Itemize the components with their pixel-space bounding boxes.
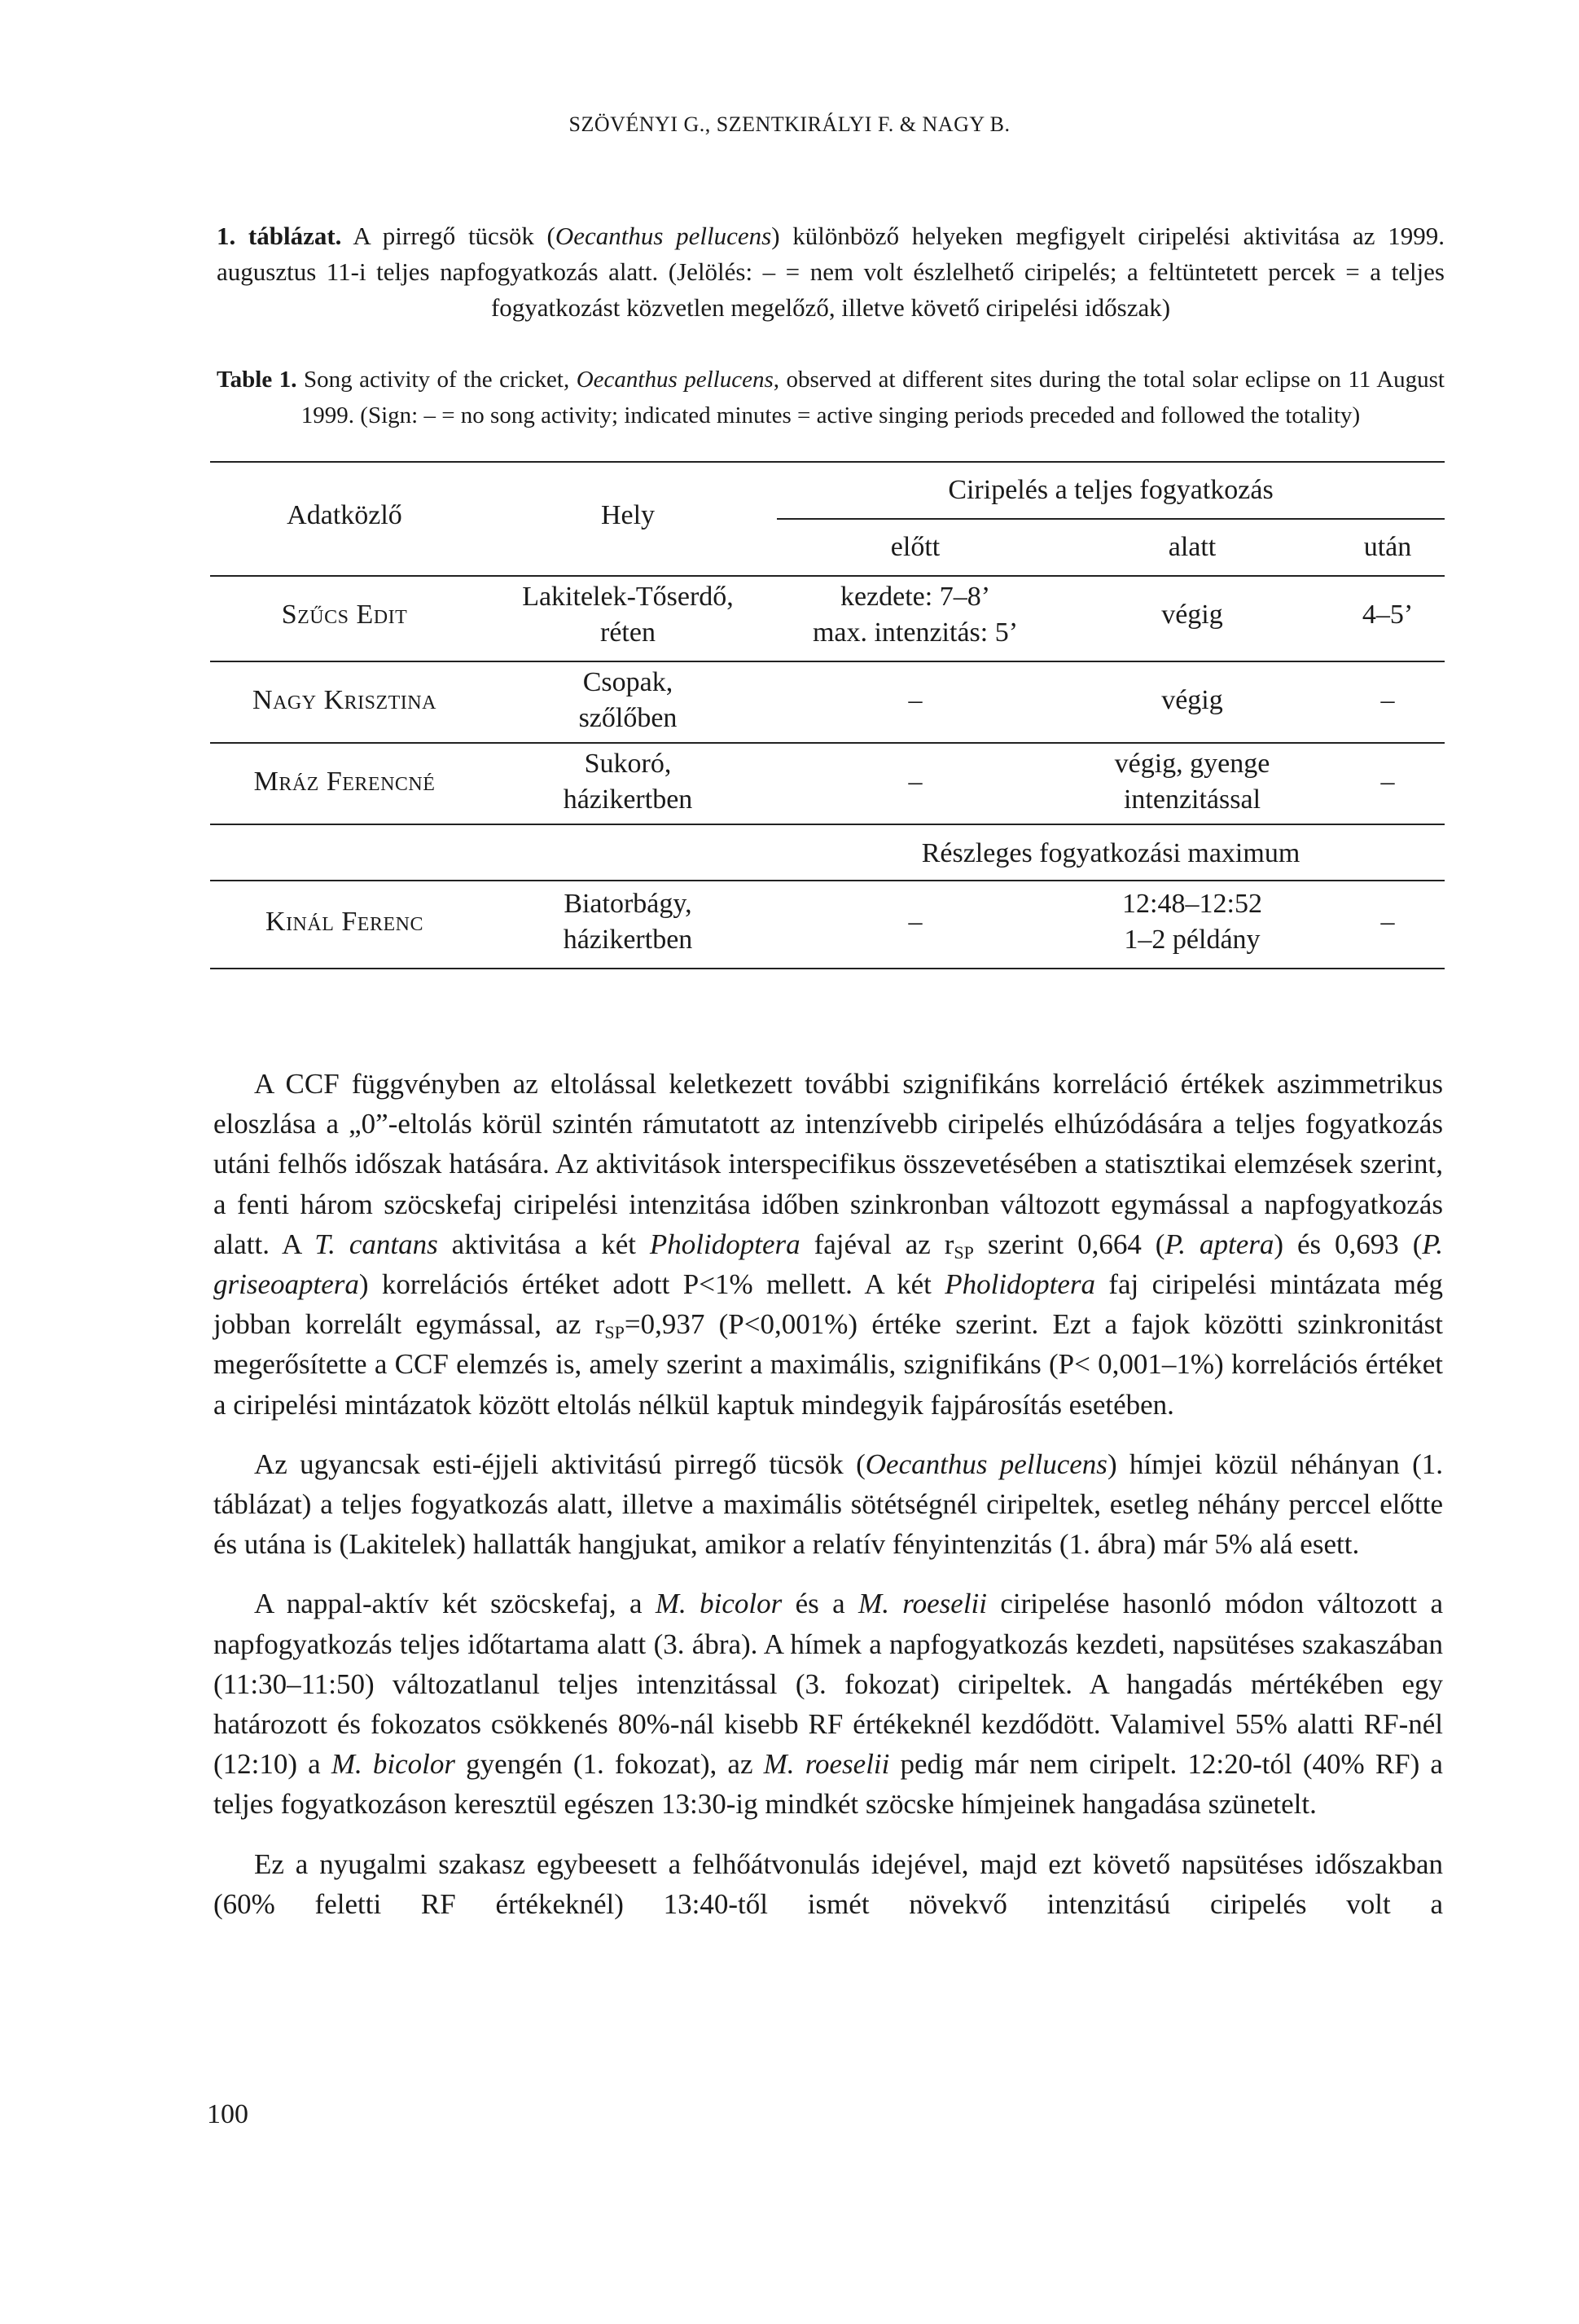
- row-place-line1: Lakitelek-Tőserdő,: [522, 582, 734, 612]
- table-top-rule: [210, 461, 1445, 463]
- row-during: végig: [1161, 600, 1223, 630]
- partial-header-rule: [210, 880, 1445, 881]
- species-name: M. bicolor: [655, 1588, 783, 1620]
- species-name: M. roeselii: [858, 1588, 987, 1620]
- table-caption-hungarian: [217, 218, 1445, 326]
- species-name: Oecanthus pellucens: [865, 1448, 1107, 1480]
- paragraph-cricket: [213, 1444, 1443, 1565]
- caption-en-label: Table 1.: [217, 367, 297, 393]
- row-after: –: [1380, 907, 1395, 937]
- row-divider: [210, 661, 1445, 662]
- caption-hu-text-a: A pirregő tücsök (: [341, 222, 555, 250]
- caption-en-text-a: Song activity of the cricket,: [296, 367, 577, 393]
- paragraph-bushcrickets: [213, 1584, 1443, 1824]
- row-before: –: [908, 767, 923, 797]
- caption-hu-text-b: ) különböző helyeken megfigyelt ciripelési aktivitása az 1999. augusztus 11-i teljes napfogyatkozás alatt. (Jelölés: – = nem volt észlelhető ciripelés; a feltüntetett percek = a teljes fogyatkozást közvetlen megelőző, illetve követő ciripelési időszak): [217, 222, 1445, 322]
- caption-hu-label: 1. táblázat.: [217, 222, 342, 250]
- row-before: –: [908, 685, 923, 715]
- species-name: M. roeselii: [763, 1748, 890, 1781]
- text-run: faj ciripelési mintázata még jobban korrelált egymással, az r: [213, 1268, 1443, 1341]
- header-observer: Adatközlő: [287, 500, 402, 530]
- text-run: fajéval az r: [800, 1228, 954, 1260]
- header-group-rule: [777, 518, 1445, 520]
- row-place-line1: Sukoró,: [584, 749, 672, 779]
- body-text: [213, 1064, 1443, 1944]
- header-bottom-rule: [210, 575, 1445, 577]
- text-run: ) korrelációs értéket adott P<1% mellett. A két: [358, 1268, 945, 1301]
- header-place: Hely: [600, 500, 656, 530]
- page-number: 100: [207, 2099, 248, 2129]
- species-name: Pholidoptera: [945, 1268, 1095, 1301]
- row-observer: Nagy Krisztina: [252, 685, 436, 715]
- row-during-line2: 1–2 példány: [1124, 925, 1261, 955]
- row-observer: Szűcs Edit: [281, 600, 408, 630]
- row-during-line2: intenzitással: [1123, 784, 1261, 815]
- text-run: szerint 0,664 (: [973, 1228, 1165, 1260]
- row-divider: [210, 824, 1445, 825]
- header-partial-group: Részleges fogyatkozási maximum: [921, 838, 1300, 868]
- running-head: [0, 112, 1579, 137]
- text-run: =0,937 (P<0,001%) értéke szerint. Ezt a fajok közötti szinkronitást megerősítette a CCF elemzés is, amely szerint a maximális, szignifikáns (P< 0,001–1%) korrelációs értéket a ciripelési mintázatok között eltolás nélkül kaptuk mindegyik fajpárosítás esetében.: [213, 1308, 1443, 1421]
- row-observer: Mráz Ferencné: [253, 767, 436, 797]
- paragraph-ccf: [213, 1064, 1443, 1425]
- row-before-line1: kezdete: 7–8’: [840, 582, 991, 612]
- row-before: –: [908, 907, 923, 937]
- species-name: T. cantans: [314, 1228, 438, 1260]
- row-place-line1: Csopak,: [582, 667, 673, 697]
- table-caption-english: [217, 362, 1445, 433]
- row-place-line1: Biatorbágy,: [564, 889, 692, 919]
- header-after: után: [1363, 532, 1412, 562]
- running-head-text: SZÖVÉNYI G., SZENTKIRÁLYI F. & NAGY B.: [568, 112, 1011, 136]
- row-observer: Kinál Ferenc: [265, 907, 423, 937]
- text-run: gyengén (1. fokozat), az: [455, 1748, 764, 1781]
- row-during-line1: 12:48–12:52: [1122, 889, 1262, 919]
- subscript: SP: [604, 1322, 625, 1343]
- header-during: alatt: [1168, 532, 1217, 562]
- caption-en-text-b: , observed at different sites during the total solar eclipse on 11 August 1999. (Sign: – = no song activity; indicated minutes = active singing periods preceded and followed the totality): [300, 367, 1445, 428]
- paragraph-rest-period: Ez a nyugalmi szakasz egybeesett a felhőátvonulás idejével, majd ezt követő napsütéses időszakban (60% feletti RF értékeknél) 13:40-től ismét növekvő intenzitású ciripelés volt a: [213, 1847, 1443, 1920]
- species-name: P. aptera: [1165, 1228, 1274, 1260]
- subscript: SP: [954, 1241, 974, 1263]
- text-run: ciripelése hasonló módon változott a napfogyatkozás teljes időtartama alatt (3. ábra). A hímek a napfogyatkozás kezdeti, napsütéses szakaszában (11:30–11:50) változatlanul teljes intenzitással (3. fokozat) ciripeltek. A hangadás mértékében egy határozott és fokozatos csökkenés 80%-nál kisebb RF értékeknél kezdődött. Valamivel 55% alatti RF-nél (12:10) a: [213, 1588, 1443, 1781]
- row-during-line1: végig, gyenge: [1114, 749, 1270, 779]
- species-name: Pholidoptera: [649, 1228, 800, 1260]
- row-before-line2: max. intenzitás: 5’: [812, 617, 1019, 648]
- caption-en-species: Oecanthus pellucens: [576, 367, 774, 393]
- species-name: M. bicolor: [331, 1748, 456, 1781]
- header-before: előtt: [890, 532, 941, 562]
- row-after: –: [1380, 685, 1395, 715]
- row-place-line2: házikertben: [563, 925, 693, 955]
- text-run: ) hímjei közül néhányan (1. táblázat) a teljes fogyatkozás alatt, illetve a maximális sötétségnél ciripeltek, esetleg néhány perccel előtte és utána is (Lakitelek) hallatták hangjukat, amikor a relatív fényintenzitás (1. ábra) már 5% alá esett.: [213, 1448, 1443, 1561]
- row-place-line2: szőlőben: [578, 703, 678, 733]
- row-place-line2: réten: [600, 617, 656, 648]
- text-run: Az ugyancsak esti-éjjeli aktivitású pirregő tücsök (: [254, 1448, 866, 1480]
- row-after: –: [1380, 767, 1395, 797]
- text-run: A CCF függvényben az eltolással keletkezett további szignifikáns korreláció értékek aszimmetrikus eloszlása a „0”-eltolás körül szintén rámutatott az intenzívebb ciripelés elhúzódására a teljes fogyatkozás utáni felhős időszak hatására. Az aktivitások interspecifikus összevetésében a statisztikai elemzések szerint, a fenti három szöcskefaj ciripelési intenzitása időben szinkronban változott egymással a napfogyatkozás alatt. A: [213, 1068, 1443, 1260]
- row-divider: [210, 742, 1445, 744]
- text-run: pedig már nem ciripelt. 12:20-tól (40% RF) a teljes fogyatkozáson keresztül egészen 13:30-ig mindkét szöcske hímjeinek hangadása szünetelt.: [213, 1748, 1443, 1821]
- header-singing-group: Ciripelés a teljes fogyatkozás: [948, 475, 1274, 505]
- text-run: ) és 0,693 (: [1274, 1228, 1423, 1260]
- species-name: P. griseoaptera: [213, 1228, 1444, 1301]
- table-bottom-rule: [210, 968, 1445, 969]
- text-run: és a: [782, 1588, 859, 1620]
- text-run: aktivitása a két: [437, 1228, 650, 1260]
- row-place-line2: házikertben: [563, 784, 693, 815]
- row-after: 4–5’: [1362, 600, 1414, 630]
- row-during: végig: [1161, 685, 1223, 715]
- text-run: A nappal-aktív két szöcskefaj, a: [254, 1588, 656, 1620]
- caption-hu-species: Oecanthus pellucens: [555, 222, 772, 250]
